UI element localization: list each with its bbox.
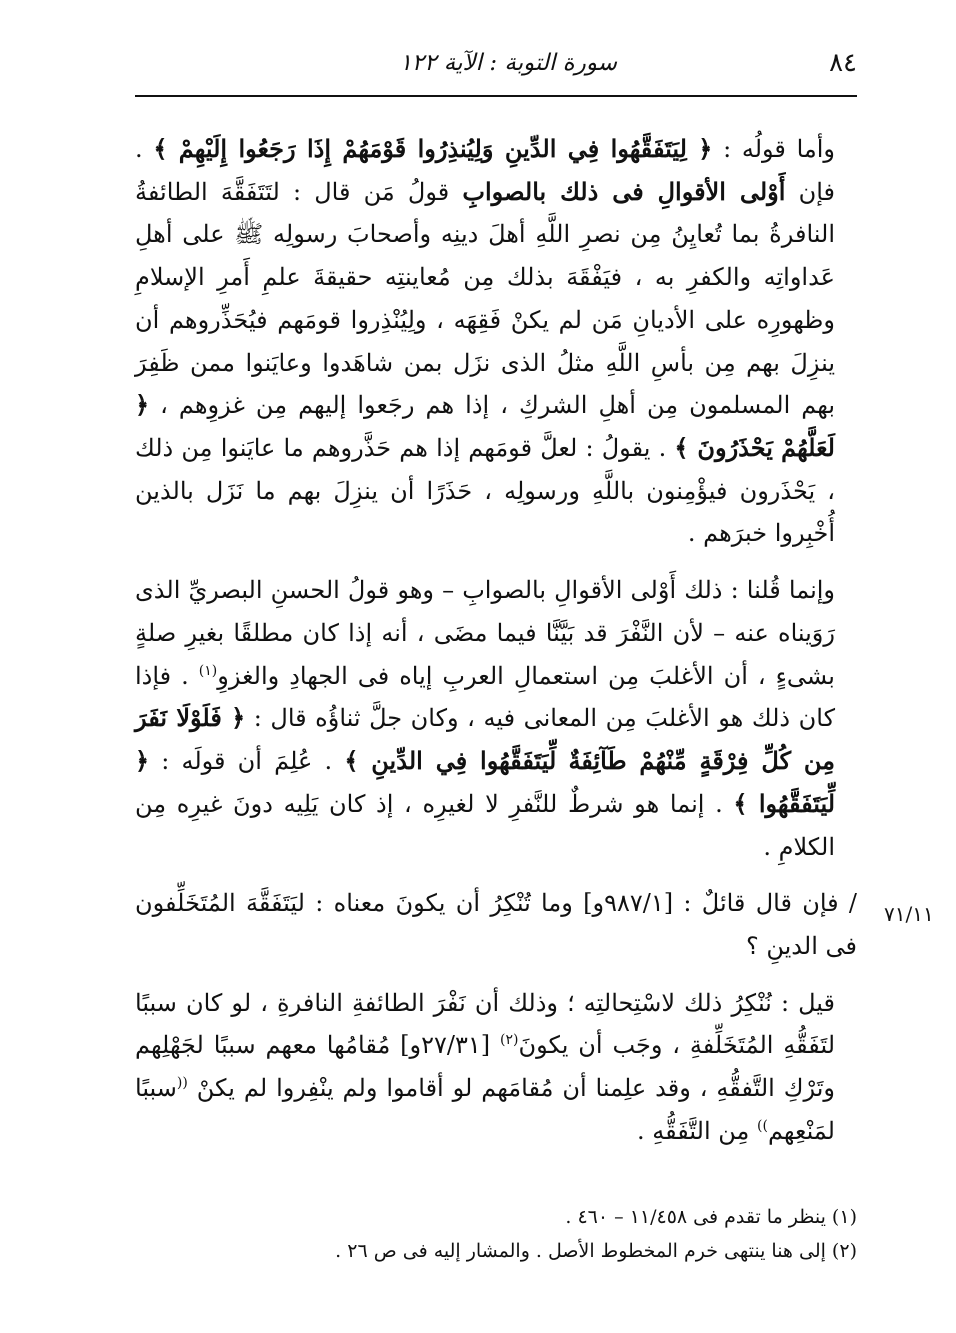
text-run: وأما قولُه : [712, 135, 836, 163]
text-run: / فإن قال قائلٌ : [٩٨٧/١و] وما تُنْكِرُ أن يكونَ معناه : ليَتَفَقَّهَ المُتَخَلِّفون فى [135, 889, 858, 960]
text-run: سببًا لمَنْعِهم [135, 1074, 835, 1145]
paragraph-1 [135, 128, 857, 555]
text-run: مِن مُعاينتِه حقيقةَ علمِ أَمرِ الإسلامِ وظهورِه على الأديانِ مَن لم يكنْ فَقِهَه ، ولِيُنْذِروا [135, 263, 835, 334]
main-text [135, 128, 857, 1153]
text-run: المُتَخَلِّفةِ ، وجَب أن يكونَ [518, 1031, 774, 1060]
margin-reference: ٧١/١١ [884, 902, 934, 926]
footnote-2: (٢) إلى هنا ينتهى خرم المخطوط الأصل . والمشار إليه فى ص ٢٦ . [335, 1240, 857, 1263]
quran-verse: ﴿ فَلَوْلَا نَفَرَ مِن كُلِّ فِرْقَةٍ مِّنْهُمْ طَآئِفَةٌ [135, 703, 835, 776]
text-run: الدينِ ؟ [745, 931, 818, 960]
footnote-marker[interactable]: (٢) [500, 1032, 519, 1049]
page-number: ٨٤ [829, 48, 857, 78]
header-divider [135, 95, 857, 97]
footnotes [135, 1200, 857, 1268]
paragraph-2 [135, 569, 857, 868]
footnote-marker[interactable]: )) [757, 1117, 768, 1134]
quran-verse: ﴿ لِّيَتَفَقَّهُوا ﴾ [135, 746, 836, 818]
text-run: مِن التَّفَقُّهِ . [637, 1116, 758, 1145]
footnote-1: (١) ينظر ما تقدم فى ١١/٤٥٨ – ٤٦٠ . [565, 1206, 857, 1228]
text-run: وقد علِمنا أن مُقامَهم لو أقاموا ولم ينْفِروا لم يكنْ [187, 1074, 691, 1103]
page-header [135, 40, 857, 90]
text-run: . عُلِمَ أن قولَه : [149, 747, 345, 776]
running-title: سورة التوبة : الآية ١٢٢ [399, 50, 617, 76]
paragraph-4 [135, 982, 857, 1153]
text-run: رَوَيناه عنه – لأن النَّفْرَ قد بَيَّنَّا فيما مضَى ، أنه إذا كان مطلقًا بغيرِ صلةٍ بشىءٍ ، أن [135, 618, 835, 690]
text-run: فيؤْمِنون باللَّهِ ورسولِه ، حَذَرًا أن ينزِلَ بهم ما نَزَل بالذين أُخْبِروا خبرَهم . [135, 476, 835, 548]
quran-verse: ﴿ لِيَتَفَقَّهُوا فِي الدِّينِ وَلِيُنذِرُوا قَوْمَهُمْ إِذَا رَجَعُوا إِلَيْهِمْ ﴾ [153, 134, 713, 163]
text-run: نصرِ اللَّهِ أهلَ دينِه وأصحابَ رسولِه ﷺ على أهلِ عَداواتِه والكفرِ به ، فيَفْقَهَ بذلك [135, 220, 835, 292]
text-run: الأغلبَ مِن استعمالِ العربِ إياه فى الجهادِ والغزوِ [217, 661, 714, 690]
text-run: أَوْلى الأقوالِ فى ذلك بالصوابِ [462, 176, 786, 206]
text-run: قولُ مَن قال : لتَتَفَقَّهَ الطائفةُ النافرةُ بما تُعايِنُ مِن [135, 177, 835, 249]
text-run: . يقولُ : لعلَّ قومَهم إذا هم حَذَّروهم ما عايَنوا مِن ذلك ، يَحْذَرون [135, 434, 835, 505]
footnote-marker[interactable]: (١) [198, 662, 218, 679]
text-run: ظَفِرَ بهم المسلمون مِن أهلِ الشركِ ، إذا هم رجَعوا إليهم مِن غزوِهم ، [135, 348, 835, 420]
text-run: . إنما هو شرطٌ للنَّفرِ لا [485, 789, 734, 818]
text-run: المعانى فيه ، وكان جلَّ ثناؤُه قال : [245, 704, 598, 733]
quran-verse: ﴿ لَعَلَّهُمْ [135, 390, 835, 463]
text-run: قومَهم فيُحَذِّروهم أن ينزِلَ بهم مِن بأسِ اللَّهِ مثلُ الذى نزَل بمن شاهَدوا وعايَنوا ممن [135, 305, 836, 377]
text-run: وإنما قُلنا : ذلك أَوْلى الأقوالِ بالصوابِ – وهو قولُ الحسنِ البصريِّ الذى [135, 576, 835, 605]
text-run: [٢٧/٣١و] مُقامُها معهم سببًا لجَهْلِهم وتَرْكِ التَّفقُّهِ ، [135, 1031, 836, 1103]
text-run: . فإن [135, 135, 836, 206]
footnote-marker[interactable]: (( [176, 1075, 188, 1092]
text-run: قيل : نُنْكِرُ ذلك لاسْتِحالتِه ؛ وذلك أن نَفْرَ الطائفةِ النافرةِ ، لو كان سببًا لتَفَقُّهِ [135, 988, 835, 1060]
paragraph-3 [135, 882, 857, 967]
text-run: . فإذا كان ذلك هو الأغلبَ مِن [135, 661, 836, 733]
quran-verse: لِّيَتَفَقَّهُوا فِي الدِّينِ ﴾ [344, 746, 557, 776]
text-run: لغيرِه ، إذ كان يَلِيه دونَ غيرِه مِن الكلامِ . [135, 789, 835, 861]
quran-verse: يَحْذَرُونَ ﴾ [674, 433, 773, 463]
